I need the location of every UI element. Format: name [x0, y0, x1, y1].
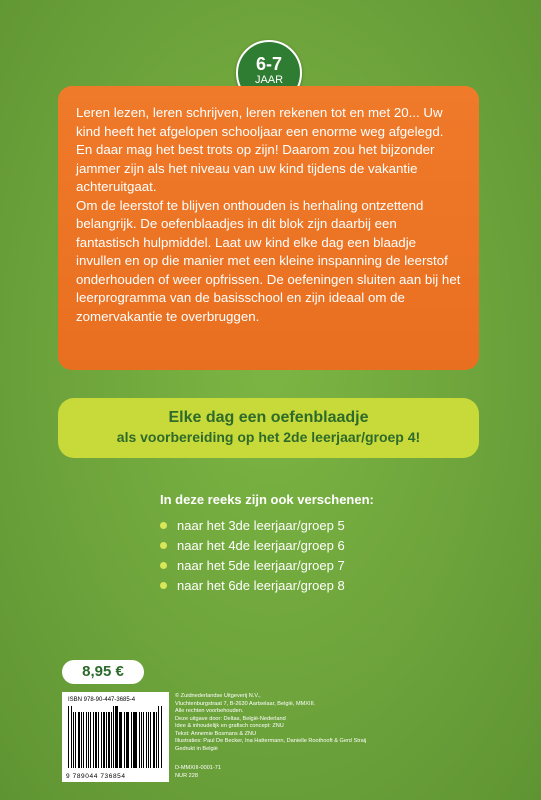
product-code: D-MMXIII-0001-71	[175, 765, 222, 771]
series-item-label: naar het 3de leerjaar/groep 5	[177, 518, 345, 533]
age-range: 6-7	[255, 54, 282, 74]
barcode-bar	[131, 712, 132, 768]
barcode-bar	[113, 706, 114, 768]
barcode-bar	[86, 712, 87, 768]
imprint-line: Alle rechten voorbehouden.	[175, 708, 244, 714]
imprint-line: Gedrukt in België	[175, 745, 218, 752]
barcode-bar	[111, 712, 112, 768]
series-item	[160, 556, 420, 576]
isbn-text: ISBN 978-90-447-3685-4	[68, 697, 136, 703]
barcode-bar	[133, 712, 134, 768]
barcode-bar	[143, 712, 144, 768]
barcode-bar	[101, 712, 102, 768]
banner	[58, 398, 479, 458]
price-tag: 8,95 €	[62, 660, 144, 684]
series-item	[160, 576, 420, 596]
barcode-bar	[150, 712, 151, 768]
imprint-line: Deze uitgave door: Deltas, België-Nederland	[175, 715, 286, 722]
barcode-bar	[148, 712, 150, 768]
barcode-bar	[141, 712, 143, 768]
nur-code: NUR 228	[175, 772, 199, 779]
barcode-bar	[81, 712, 82, 768]
imprint-line: Tekst: Annemie Bosmans & ZNU	[175, 730, 257, 737]
barcode-bar	[119, 712, 120, 768]
imprint-line: © Zuidnederlandse Uitgeverij N.V.,	[175, 693, 261, 699]
barcode-bar	[126, 712, 127, 768]
barcode-bar	[103, 712, 105, 768]
barcode-bar	[108, 712, 110, 768]
series-list	[160, 492, 420, 596]
banner-subtitle: als voorbereiding op het 2de leerjaar/groep 4!	[116, 429, 421, 445]
barcode-bar	[73, 712, 74, 768]
bullet-icon	[160, 522, 167, 529]
barcode-number: 9 789044 736854	[66, 773, 126, 780]
imprint-line: Vluchtenburgstraat 7, B-2630 Aartselaar, België, MMXIII.	[175, 700, 316, 707]
intro-paragraph-2: Om de leerstof te blijven onthouden is herhaling ontzettend belangrijk. De oefenblaadjes in dit blok zijn daarbij een fantastisch hulpmiddel. Laat uw kind elke dag een blaadje invullen en op die manier met een kleine inspanning de leerstof onderhouden of weer opfrissen. De oefeningen sluiten aan bij het leerprogramma van de basisschool en zijn ideaal om de zomervakantie te overbruggen.	[76, 197, 461, 324]
barcode-bar	[95, 712, 97, 768]
bullet-icon	[160, 542, 167, 549]
barcode-bar	[134, 712, 136, 768]
imprint	[175, 693, 465, 753]
barcode-bar	[153, 712, 155, 768]
barcode-bar	[90, 712, 92, 768]
banner-title: Elke dag een oefenblaadje	[168, 409, 369, 426]
barcode-bar	[75, 712, 76, 768]
barcode-bar	[71, 706, 73, 768]
barcode-bar	[98, 712, 99, 768]
barcode-bars	[68, 706, 163, 768]
barcode-bar	[124, 712, 125, 768]
barcode-bar	[120, 712, 122, 768]
barcode-bar	[146, 712, 147, 768]
barcode-bar	[83, 712, 85, 768]
barcode-bar	[156, 712, 157, 768]
barcode-bar	[88, 712, 89, 768]
series-item-label: naar het 5de leerjaar/groep 7	[177, 558, 345, 573]
imprint-line: Illustraties: Paul De Becker, Ina Hattermann, Danielle Roothooft & Gerd Straij	[175, 738, 367, 744]
series-item-label: naar het 4de leerjaar/groep 6	[177, 538, 345, 553]
intro-text-box	[58, 86, 479, 370]
barcode-bar	[68, 706, 69, 768]
barcode-bar	[139, 712, 140, 768]
bullet-icon	[160, 582, 167, 589]
barcode-bar	[127, 712, 129, 768]
barcode-bar	[115, 706, 117, 768]
barcode-bar	[93, 712, 94, 768]
imprint-line: Idee & inhoudelijk en grafisch concept: ZNU	[175, 723, 284, 729]
barcode-bar	[158, 706, 159, 768]
series-item	[160, 536, 420, 556]
age-unit: JAAR	[254, 74, 284, 86]
series-item-label: naar het 6de leerjaar/groep 8	[177, 578, 345, 593]
bullet-icon	[160, 562, 167, 569]
barcode-bar	[106, 712, 107, 768]
barcode-bar	[161, 706, 163, 768]
barcode-bar	[78, 712, 80, 768]
product-codes	[175, 765, 221, 780]
barcode	[62, 692, 169, 782]
series-item	[160, 516, 420, 536]
intro-paragraph-1: Leren lezen, leren schrijven, leren rekenen tot en met 20... Uw kind heeft het afgelopen schooljaar een enorme weg afgelegd. En daar mag het best trots op zijn! Daarom zou het bijzonder jammer zijn als het niveau van uw kind tijdens de vakantie achteruitgaat.	[76, 105, 444, 194]
series-heading: In deze reeks zijn ook verschenen:	[160, 492, 374, 507]
